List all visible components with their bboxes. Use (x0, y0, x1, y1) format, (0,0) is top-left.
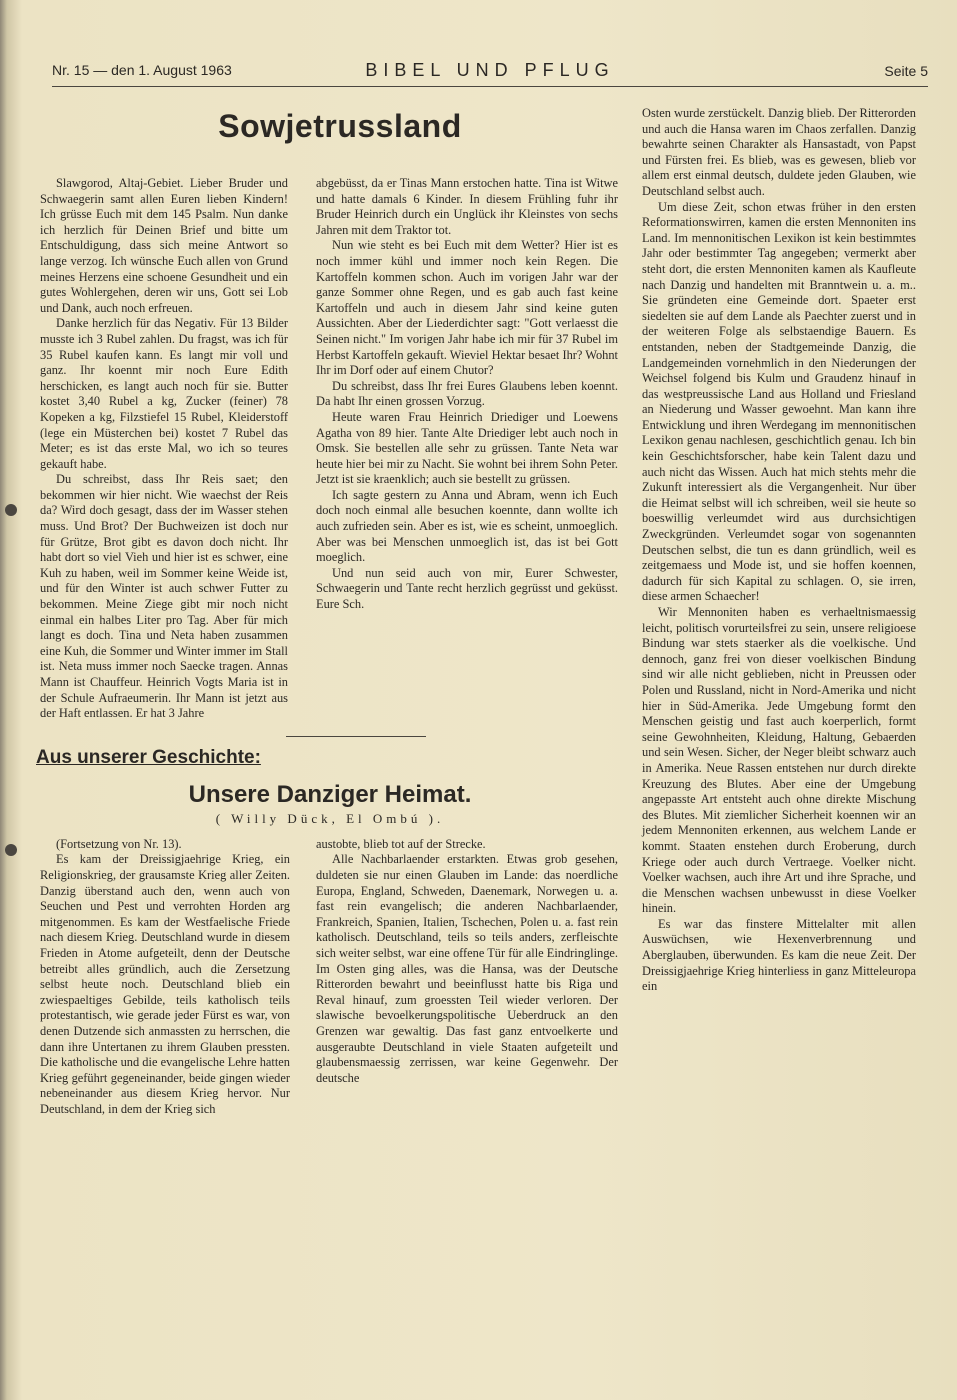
paragraph: austobte, blieb tot auf der Strecke. (316, 836, 486, 851)
paragraph: abgebüsst, da er Tinas Mann erstochen hatte. Tina ist Witwe und hatte damals 6 Kinder. In diesem Frühling fuhr ihr Bruder Heinrich durch ein Unglück ihr Kleinstes von sechs Jahren mit dem Traktor tot. (316, 176, 618, 237)
paragraph: Nun wie steht es bei Euch mit dem Wetter? Hier ist es noch immer kühl und immer noch kein Regen. Die Kartoffeln kommen schon. Auch im vorigen Jahr war der ganze Sommer ohne Regen, und es gab auch fast keine Kartoffeln und auch in diesem Jahr sind keine guten Aussichten. Aber der Liederdichter sagt: "Gott verlaesst die Seinen nicht." Im vorigen Jahr habe ich mir für 37 Rubel im Herbst Kartoffeln gekauft. Wieviel Hektar besaet Ihr? Wohnt Ihr im Dorf oder auf einem Chutor? (316, 238, 618, 378)
paragraph: Osten wurde zerstückelt. Danzig blieb. Der Ritterorden und auch die Hansa waren im Chaos zerfallen. Danzig bewahrte seinen Charakter als Hansastadt, von Papst und Fürsten frei. Es blieb, was es gewesen, blieb vor allem erst einmal deutsch, duldete jeden Glauben, wie Deutschland selbst auch. (642, 106, 916, 198)
paragraph: Und nun seid auch von mir, Eurer Schwester, Schwaegerin und Tante recht herzlich gegrüsst und geküsst. Eure Sch. (316, 565, 618, 612)
history-title: Unsere Danziger Heimat. (188, 780, 472, 808)
paragraph: Alle Nachbarlaender erstarkten. Etwas grob gesehen, duldeten sie nur einen Glauben im Lande: das noerdliche Europa, England, Schweden, Daenemark, Norwegen u. a. fast rein evangelisch; die anderen Nachbarlaender, Frankreich, Spanien, Italien, Tschechen, Polen u. a. fast rein katholisch. Deutschland, teils so teils anders, zerfleischte sich weiter selbst, war eine offene Tür für alle Eindringlinge. Im Osten ging alles, was die Hansa, was der Deutsche Ritterorden bewahrt und beeinflusst hatte bis Riga und Reval hinauf, zum groessten Teil wieder verloren. Der slawische bevoelkerungspolitische Ueberdruck an den Grenzen war gewaltig. Das fast ganz entvoelkerte und ausgeraubte Deutschland in viele Staaten aufgeteilt und glaubensmaessig zerrissen, war keine Gegenwehr. Der deutsche (316, 852, 618, 1085)
section-divider (286, 736, 426, 737)
article-area (36, 88, 918, 1227)
section-heading: Aus unserer Geschichte: (36, 746, 261, 768)
page-number: Seite 5 (884, 63, 928, 79)
letter-column-2 (316, 176, 618, 722)
punch-hole (5, 844, 17, 856)
article-headline: Sowjetrussland (218, 108, 462, 144)
paragraph: Es war das finstere Mittelalter mit allen Auswüchsen, wie Hexenverbrennung und Aberglauben, überwunden. Es kam die neue Zeit. Der Dreissigjaehrige Krieg hinterliess in ganz Mitteleuropa ein (642, 916, 916, 994)
paragraph: Heute waren Frau Heinrich Driediger und Loewens Agatha von 89 hier. Tante Alte Driediger lebt auch noch in Omsk. Sie bestellen alle sehr zu grüssen. Tante Neta war heute hier bei mir zu Nacht. Sie wohnt bei ihrem Sohn Peter. Jetzt ist sie kraenklich; auch sie bestellt zu grüssen. (316, 409, 618, 487)
paragraph: Du schreibst, dass Ihr Reis saet; den bekommen wir hier nicht. Wie waechst der Reis da? Wird doch gesagt, dass der im Wasser stehen muss. Und Brot? Der Buchweizen ist doch nur für Grütze, Brot gibt es davon doch nicht. Ihr habt dort so viel Vieh und hier ist es schwer, eine Kuh zu haben, weil im Sommer keine Weide ist, und für den Winter ist auch schwer Futter zu bekommen. Meine Ziege gibt mir noch nicht einmal ein halbes Liter pro Tag. Aber für mich langt es doch. Tina und Neta haben zusammen eine Kuh, die Sommer und Winter immer im Stall ist. Neta muss immer noch Saecke tragen. Annas Mann ist Chauffeur. Heinrich Vogts Maria ist in der Schule Aufraeumerin. Ihr Mann ist jetzt aus der Haft entlassen. Er hat 3 Jahre (40, 472, 288, 721)
paragraph: (Fortsetzung von Nr. 13). (56, 836, 182, 851)
punch-hole (5, 504, 17, 516)
letter-column-1 (40, 176, 288, 722)
paragraph: Um diese Zeit, schon etwas früher in den ersten Reformationswirren, kamen die ersten Mennoniten ins Land. Im mennonitischen Lexikon ist kein bestimmtes Jahr oder bestimmter Tag angegeben; vermerkt aber steht dort, die ersten Mennoniten kamen als Kaufleute nach Danzig und handelten mit Branntwein u. a. m.. Sie gründeten eine Gemeinde dort. Spaeter erst siedelten sie auf dem Lande als Paechter zuerst und in der weiteren Folge als selbstaendige Bauern. Es entstanden, neben der Stadtgemeinde Danzig, die Landgemeinden vornehmlich in den Niederungen der Weichsel folgend bis Kulm und Graudenz hinauf in das westpreussische Land aus Holland und Friesland an Niederung und Wasser gewoehnt. Man kann ihre Entwicklung und ihren Werdegang im mennonitischen Lexikon genau nachlesen, geschichtlich genau. Ich bin kein Geschichtsforscher, habe kein Talent dazu und auch nicht das Wissen. Auch hat mich stehts mehr die Zukunft interessiert als die Vergangenheit. Nur über die Heimat selbst will ich schreiben, weil sie heute so boeswillig verleumdet wird aus durchsichtigen Zweckgründen. Verleumdet sogar von sogenannten Deutschen selbst, die tun es dann gründlich, weil es zeitgemaess und Mode ist, und sie hoffen koennen, dadurch für sich Kapital zu schlagen. O, sie irren, diese armen Schaecher! (642, 199, 916, 604)
author-byline: ( Willy Dück, El Ombú ). (215, 810, 445, 826)
paragraph: Danke herzlich für das Negativ. Für 13 Bilder musste ich 3 Rubel zahlen. Du fragst, was ich für 35 Rubel kaufen kann. Es langt mir voll und ganz. Ihr koennt mir noch Eure Edith herschicken, es langt auch noch für sie. Butter kostet 3,40 Rubel a kg, Zucker (feiner) 78 Kopeken a kg, Filzstiefel 15 Rubel, Kleiderstoff (lege ein Müsterchen bei) kostet 7 Rubel das Meter; es ist das erste Mal, wo ich so teures gekauft habe. (40, 316, 288, 471)
paragraph: Slawgorod, Altaj-Gebiet. Lieber Bruder und Schwaegerin samt allen Euren lieben Kindern! Ich grüsse Euch mit dem 145 Psalm. Nun danke ich herzlich für Deinen Brief und bitte um Entschuldigung, dass sich meine Antwort so lange verzog. Ich wünsche Euch allen von Grund meines Herzens eine schoene Gesundheit und ein gutes Wohlergehen, deren wir uns, Gott sei Lob und Dank, auch noch erfreuen. (40, 176, 288, 315)
paragraph: Ich sagte gestern zu Anna und Abram, wenn ich Euch doch noch einmal alle besuchen koennte, dann wollte ich auch zufrieden sein. Aber es ist, wie es scheint, unmoeglich. Aber was bei Menschen unmoeglich ist, das ist bei Gott moeglich. (316, 487, 618, 565)
issue-date: Nr. 15 — den 1. August 1963 (52, 62, 232, 78)
history-column-1 (40, 837, 290, 1227)
history-column-3 (642, 106, 916, 995)
paragraph: Es kam der Dreissigjaehrige Krieg, ein Religionskrieg, der grausamste Krieg aller Zeiten. Danzig überstand auch den, wenn auch von Seuchen und Pest und verrohten Horden arg mitgenommen. Es kam der Westfaelische Friede nach diesem Krieg. Deutschland wurde in diesem Frieden in Atome aufgeteilt, denn der Deutsche betreibt alles gründlich, auch die Zersetzung selbst heute noch. Deutschland blieb ein zwiespaeltiges Gebilde, teils katholisch teils protestantisch, wie gerade jeder Fürst es war, von denen Dutzende sich anmassten zu herrschen, die dann ihre Untertanen zu ihrem Glauben pressten. Die katholische und die evangelische Lehre hatten Krieg geführt gegeneinander, beide gingen wieder nebeneinander aus diesem Krieg hervor. Nur Deutschland, in dem der Krieg sich (40, 852, 290, 1116)
page-header (52, 58, 928, 87)
paragraph: Wir Mennoniten haben es verhaeltnismaessig leicht, politisch vorurteilsfrei zu sein, unsere religioese Bindung war stets staerker als die voelkische. Und dennoch, ganz frei von dieser voelkischen Bindung sind wir alle nicht geblieben, nicht in Preussen oder Polen und Russland, nicht in Nord-Amerika und nicht hier in Süd-Amerika. Jede Umgebung formt den Menschen geistig und fast auch koerperlich, formt seine Gewohnheiten, Kleidung, Haltung, Gebaerden und sein Wesen. Sicher, der Neger bleibt schwarz auch in Amerika. Neue Rassen entstehen nur durch direkte Kreuzung des Blutes. Aber eine der Umgebung angepasste Art entsteht auch ohne direkte Mischung des Blutes. Mit ziemlicher Sicherheit koennen wir an jedem Mennoniten erkennen, aus welchem Lande er kommt. Staaten enstehen durch Eroberung, durch Kriege oder auch durch Vertraege. Voelker nicht. Voelker wachsen, auch ihre Art und ihre Sprache, und die Menschen wachsen unbewusst in diese Voelker hinein. (642, 605, 916, 916)
masthead: BIBEL UND PFLUG (365, 60, 615, 80)
history-column-2 (316, 837, 618, 1227)
paragraph: Du schreibst, dass Ihr frei Eures Glaubens leben koennt. Da habt Ihr einen grossen Vorzug. (316, 378, 618, 409)
